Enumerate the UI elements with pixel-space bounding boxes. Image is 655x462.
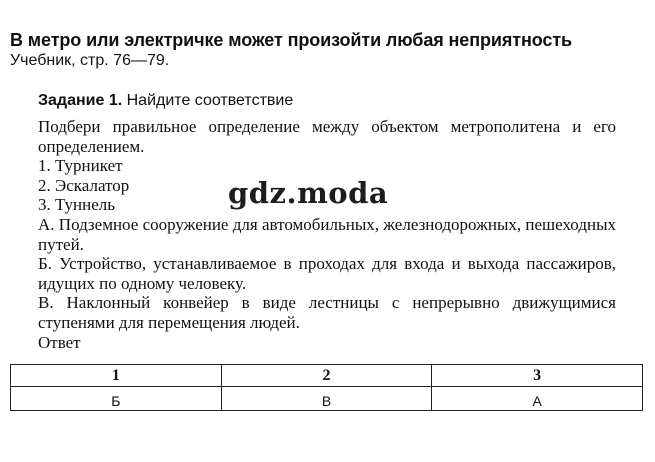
textbook-reference: Учебник, стр. 76—79.	[10, 52, 170, 69]
task-instruction: Подбери правильное определение между объектом метрополитена и его определением.	[38, 117, 616, 156]
object-item-3: 3. Туннель	[38, 195, 116, 215]
answer-value-cell: В	[221, 387, 432, 411]
task-body	[38, 117, 616, 352]
answer-table-header-row	[11, 365, 643, 387]
object-item-1: 1. Турникет	[38, 156, 123, 176]
definition-v: В. Наклонный конвейер в виде лестницы с непрерывно движущимися ступенями для перемещения людей.	[38, 293, 616, 332]
answer-table-value-row	[11, 387, 643, 411]
definition-a: А. Подземное сооружение для автомобильных, железнодорожных, пешеходных путей.	[38, 214, 616, 254]
definition-b: Б. Устройство, устанавливаемое в проходах для входа и выхода пассажиров, идущих по одному человеку.	[38, 254, 616, 293]
answer-header-cell: 2	[221, 365, 432, 387]
answer-table	[10, 364, 643, 411]
answer-value-cell: Б	[11, 387, 222, 411]
task-heading	[38, 92, 293, 110]
task-label: Задание 1.	[38, 92, 123, 109]
object-item-2: 2. Эскалатор	[38, 175, 130, 195]
task-text: Найдите соответствие	[126, 92, 294, 109]
answer-header-cell: 1	[11, 365, 222, 387]
answer-value-cell: А	[432, 387, 643, 411]
answer-header-cell: 3	[432, 365, 643, 387]
page-title: В метро или электричке может произойти любая неприятность	[10, 30, 572, 50]
watermark: gdz.moda	[228, 176, 389, 210]
answer-label: Ответ	[38, 332, 81, 352]
